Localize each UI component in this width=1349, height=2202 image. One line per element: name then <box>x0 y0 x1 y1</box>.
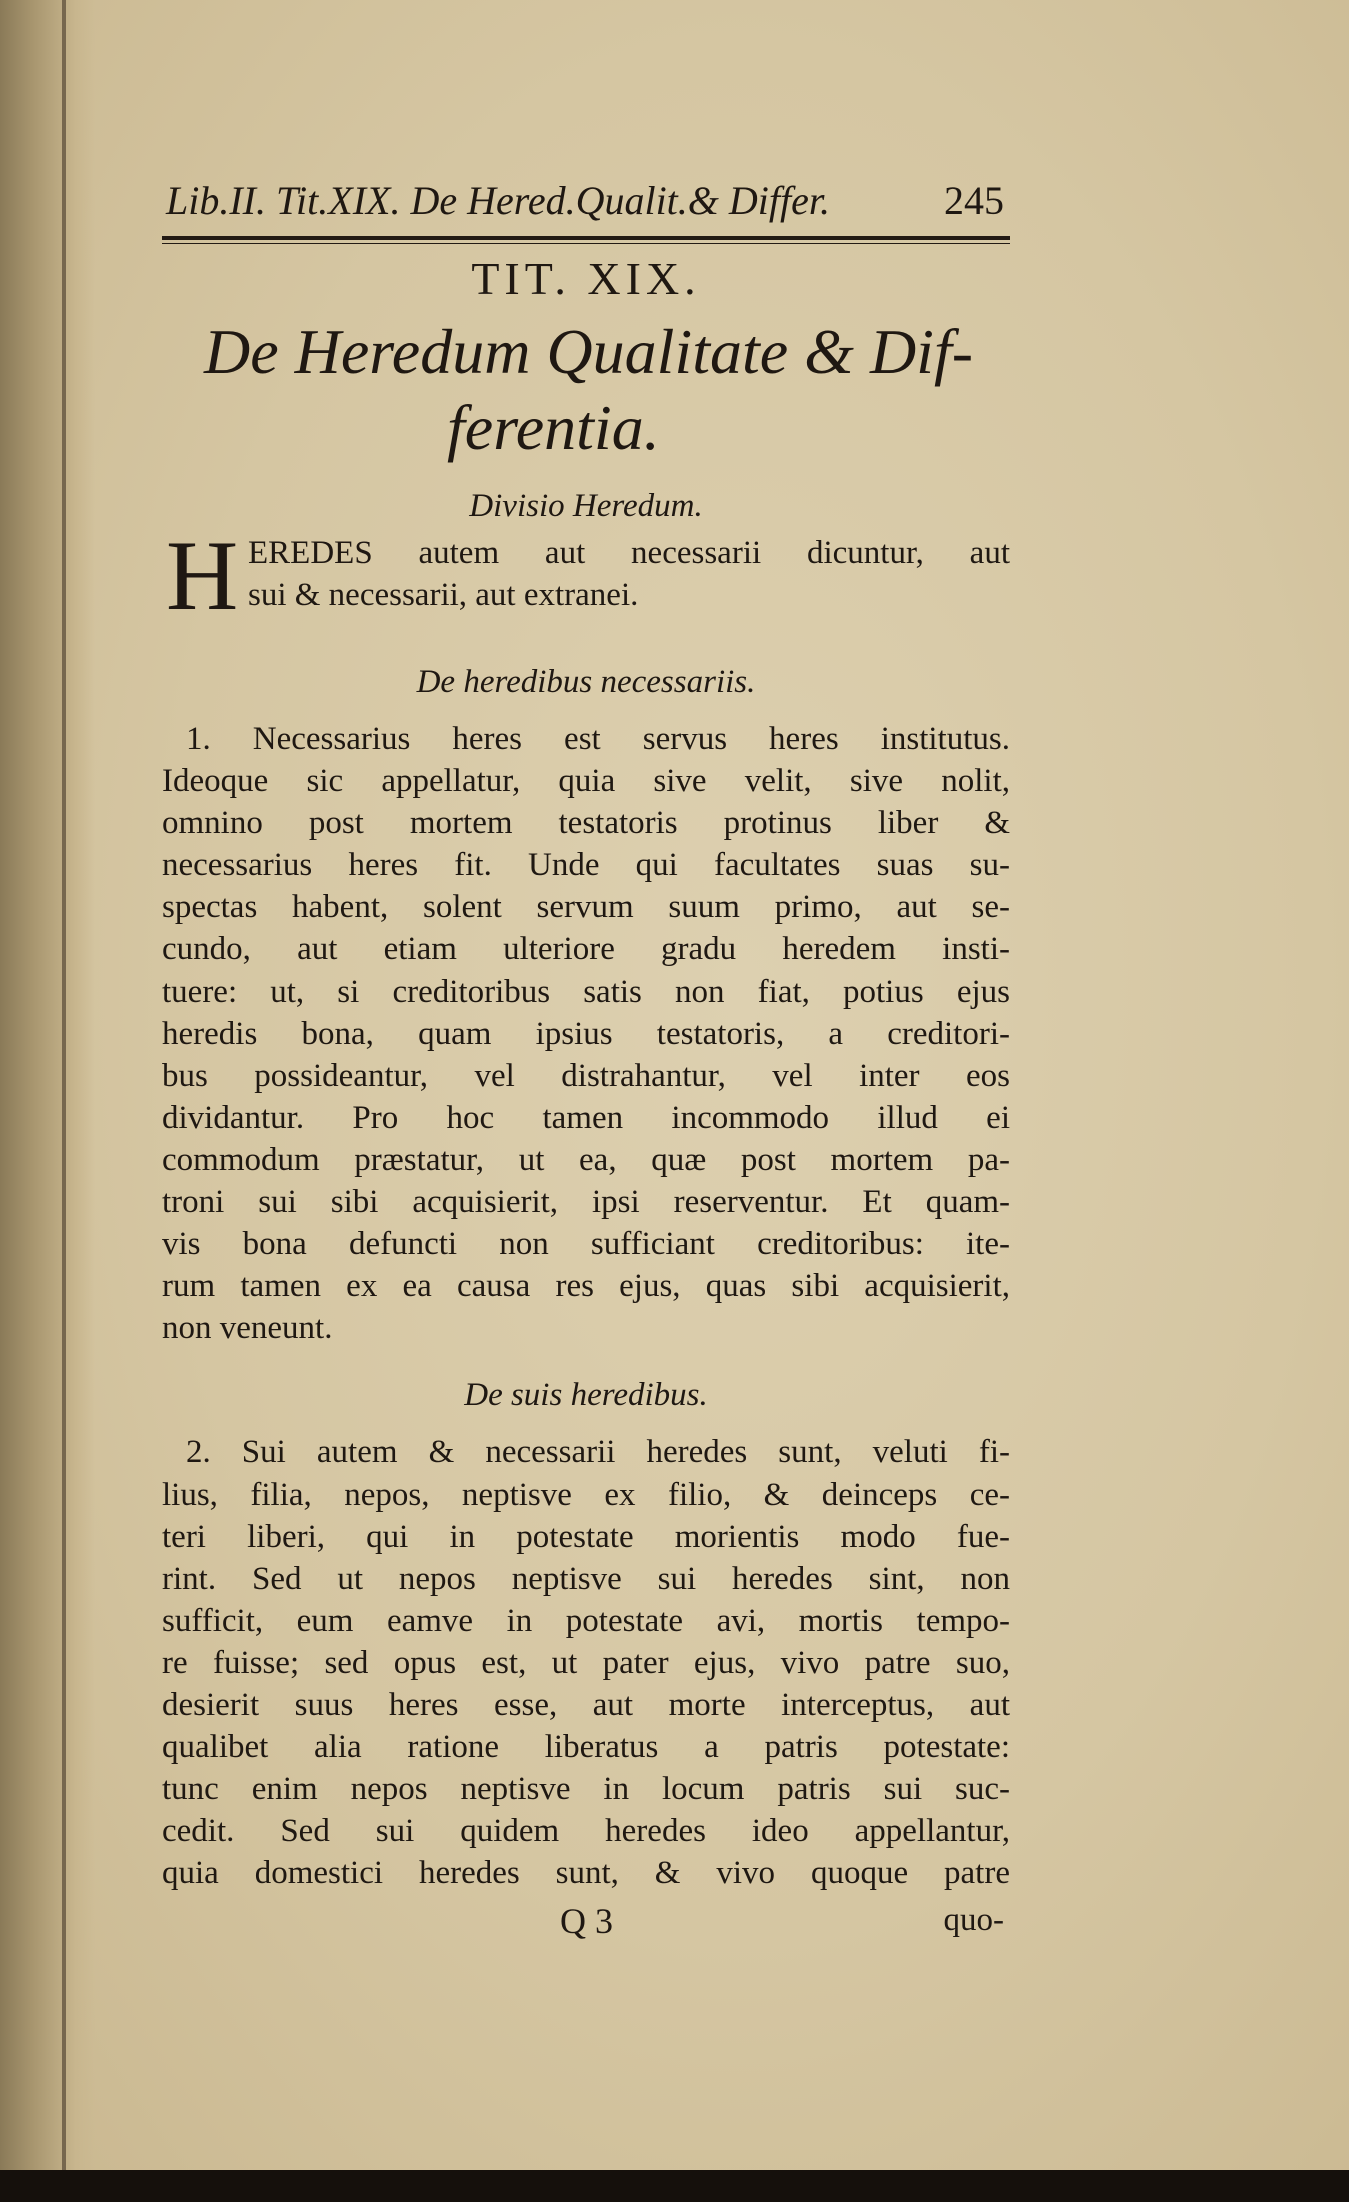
text-line: quia domestici heredes sunt, & vivo quoque patre <box>162 1855 1010 1892</box>
text-line: bus possideantur, vel distrahantur, vel inter eos <box>162 1057 1010 1094</box>
text-line: desierit suus heres esse, aut morte interceptus, aut <box>162 1686 1010 1723</box>
title-number: TIT. XIX. <box>471 253 701 304</box>
page-footer <box>162 1900 1010 1946</box>
text-line: rum tamen ex ea causa res ejus, quas sibi acquisierit, <box>162 1268 1010 1305</box>
opening-line-1: EREDES autem aut necessarii dicuntur, aut <box>248 535 1010 571</box>
running-head <box>162 170 1010 232</box>
opening-paragraph <box>162 520 1010 632</box>
text-line: spectas habent, solent servum suum primo, aut se- <box>162 889 1010 926</box>
main-title <box>162 314 1010 466</box>
text-line: omnino post mortem testatoris protinus liber & <box>162 805 1010 842</box>
text-line: 2. Sui autem & necessarii heredes sunt, veluti fi- <box>186 1434 1010 1471</box>
running-head-title: Lib.II. Tit.XIX. De Hered.Qualit.& Differ. <box>166 178 831 223</box>
spine-shadow <box>62 0 66 2202</box>
text-line: 1. Necessarius heres est servus heres institutus. <box>186 721 1010 757</box>
subhead-suis: De suis heredibus. <box>464 1377 708 1414</box>
drop-cap: H <box>166 520 239 631</box>
text-line: tunc enim nepos neptisve in locum patris sui suc- <box>162 1771 1010 1808</box>
text-line: sufficit, eum eamve in potestate avi, mortis tempo- <box>162 1602 1010 1639</box>
text-line: non veneunt. <box>162 1310 333 1347</box>
text-line: cundo, aut etiam ulteriore gradu heredem insti- <box>162 931 1010 968</box>
catchword: quo- <box>943 1902 1004 1939</box>
text-line: lius, filia, nepos, neptisve ex filio, & deinceps ce- <box>162 1476 1010 1513</box>
main-title-line-1: De Heredum Qualitate & Dif- <box>204 316 974 387</box>
text-line: tuere: ut, si creditoribus satis non fiat, potius ejus <box>162 973 1010 1010</box>
text-line: re fuisse; sed opus est, ut pater ejus, vivo patre suo, <box>162 1644 1010 1681</box>
text-line: dividantur. Pro hoc tamen incommodo illud ei <box>162 1099 1010 1136</box>
text-line: troni sui sibi acquisierit, ipsi reserventur. Et quam- <box>162 1184 1010 1221</box>
header-rule-thin <box>162 243 1010 244</box>
text-line: rint. Sed ut nepos neptisve sui heredes sint, non <box>162 1560 1010 1597</box>
text-line: Ideoque sic appellatur, quia sive velit, sive nolit, <box>162 763 1010 800</box>
signature-mark: Q 3 <box>560 1901 613 1942</box>
text-line: commodum præstatur, ut ea, quæ post mortem pa- <box>162 1141 1010 1178</box>
subhead-divisio: Divisio Heredum. <box>469 488 703 524</box>
text-line: cedit. Sed sui quidem heredes ideo appellantur, <box>162 1813 1010 1850</box>
text-line: necessarius heres fit. Unde qui facultates suas su- <box>162 847 1010 884</box>
text-line: heredis bona, quam ipsius testatoris, a creditori- <box>162 1015 1010 1052</box>
opening-line-2: sui & necessarii, aut extranei. <box>248 577 639 613</box>
page-gutter <box>0 0 95 2202</box>
subhead-necessariis: De heredibus necessariis. <box>416 664 756 700</box>
text-line: teri liberi, qui in potestate morientis modo fue- <box>162 1518 1010 1555</box>
header-rule-thick <box>162 236 1010 240</box>
section-1-paragraph <box>162 718 1010 1349</box>
text-line: vis bona defuncti non sufficiant creditoribus: ite- <box>162 1226 1010 1263</box>
main-title-line-2: ferentia. <box>447 392 660 463</box>
scan-border <box>0 2170 1349 2202</box>
page-number: 245 <box>944 178 1004 223</box>
page-content <box>162 170 1010 1946</box>
section-2-paragraph <box>162 1431 1010 1894</box>
text-line: qualibet alia ratione liberatus a patris potestate: <box>162 1729 1010 1766</box>
